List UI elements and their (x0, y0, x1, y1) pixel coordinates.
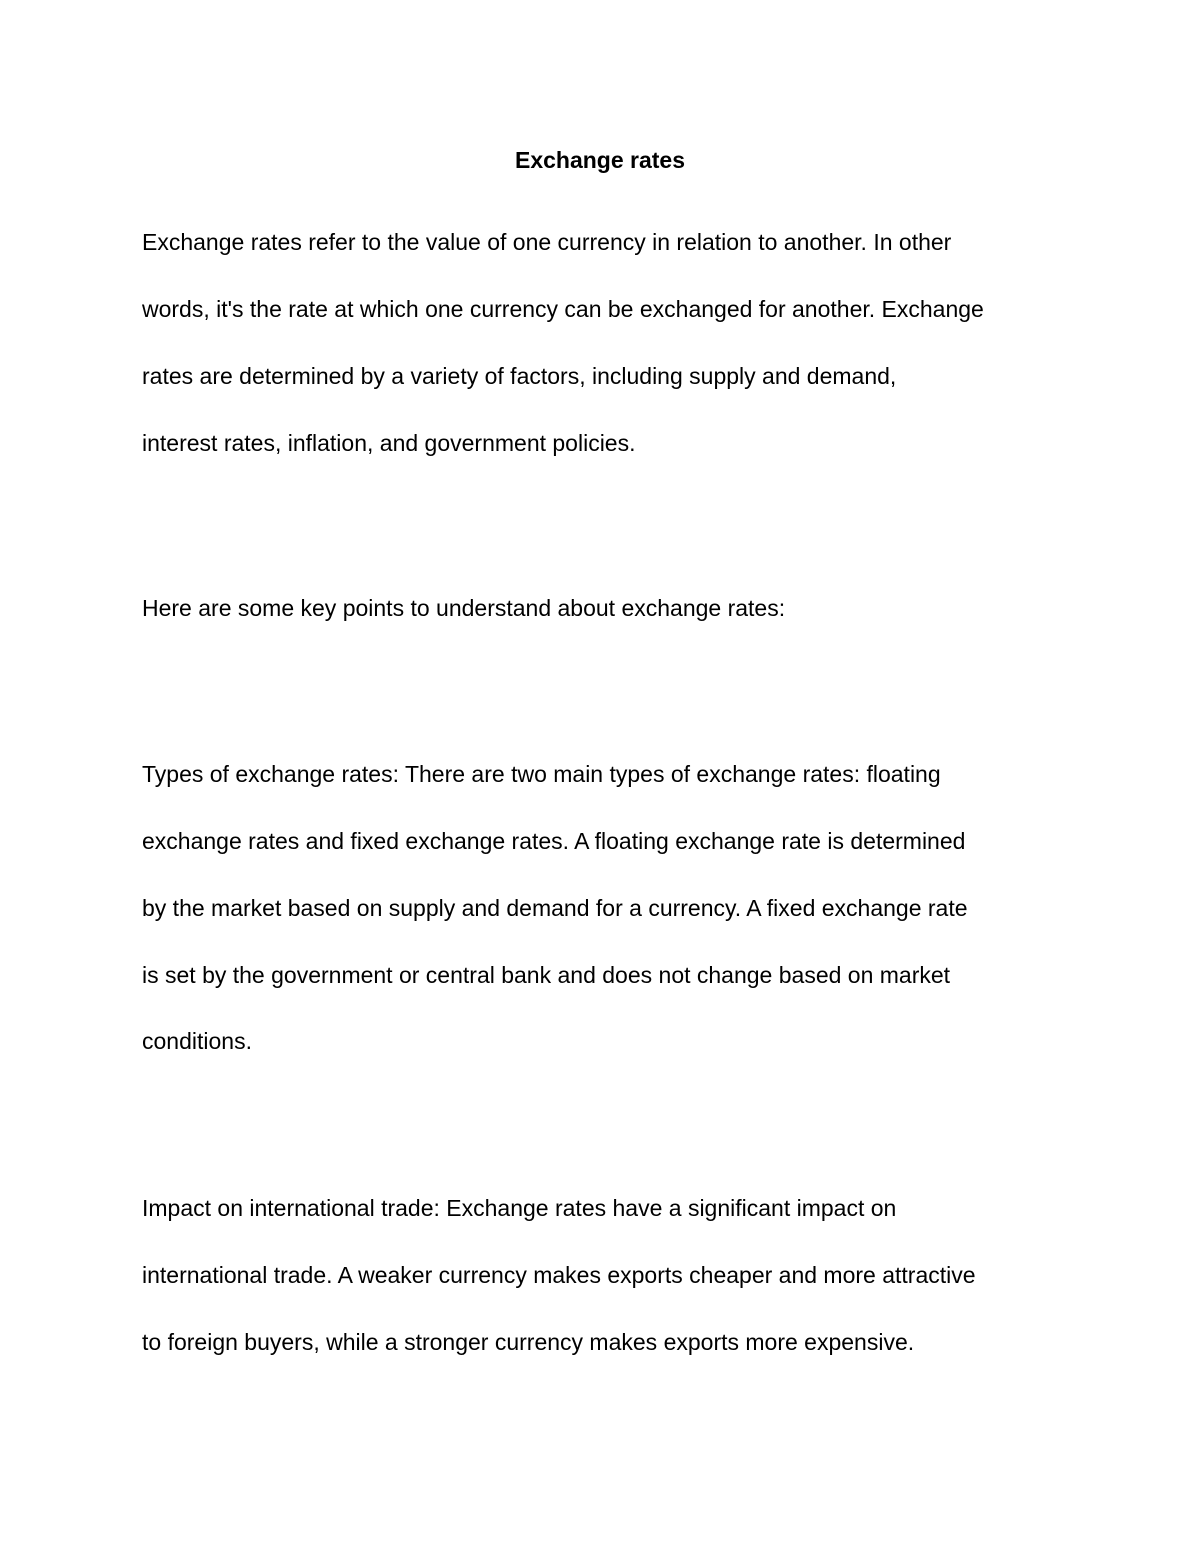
paragraph-line: Impact on international trade: Exchange rates have a significant impact on (142, 1195, 897, 1221)
paragraph-line: Exchange rates refer to the value of one currency in relation to another. In other (142, 229, 952, 255)
paragraph-line: interest rates, inflation, and government policies. (142, 430, 636, 456)
paragraph-line: is set by the government or central bank and does not change based on market (142, 962, 951, 988)
paragraph-line: Types of exchange rates: There are two main types of exchange rates: floating (142, 761, 941, 787)
paragraph-line: Here are some key points to understand about exchange rates: (142, 595, 786, 621)
paragraph-line: words, it's the rate at which one currency can be exchanged for another. Exchange (142, 296, 984, 322)
paragraph-line: international trade. A weaker currency makes exports cheaper and more attractive (142, 1262, 976, 1288)
paragraph-line: conditions. (142, 1028, 252, 1054)
paragraph-line: exchange rates and fixed exchange rates. A floating exchange rate is determined (142, 828, 966, 854)
paragraph-line: to foreign buyers, while a stronger currency makes exports more expensive. (142, 1329, 915, 1355)
document-title: Exchange rates (514, 147, 686, 173)
paragraph-line: by the market based on supply and demand for a currency. A fixed exchange rate (142, 895, 968, 921)
paragraph-line: rates are determined by a variety of factors, including supply and demand, (142, 363, 897, 389)
